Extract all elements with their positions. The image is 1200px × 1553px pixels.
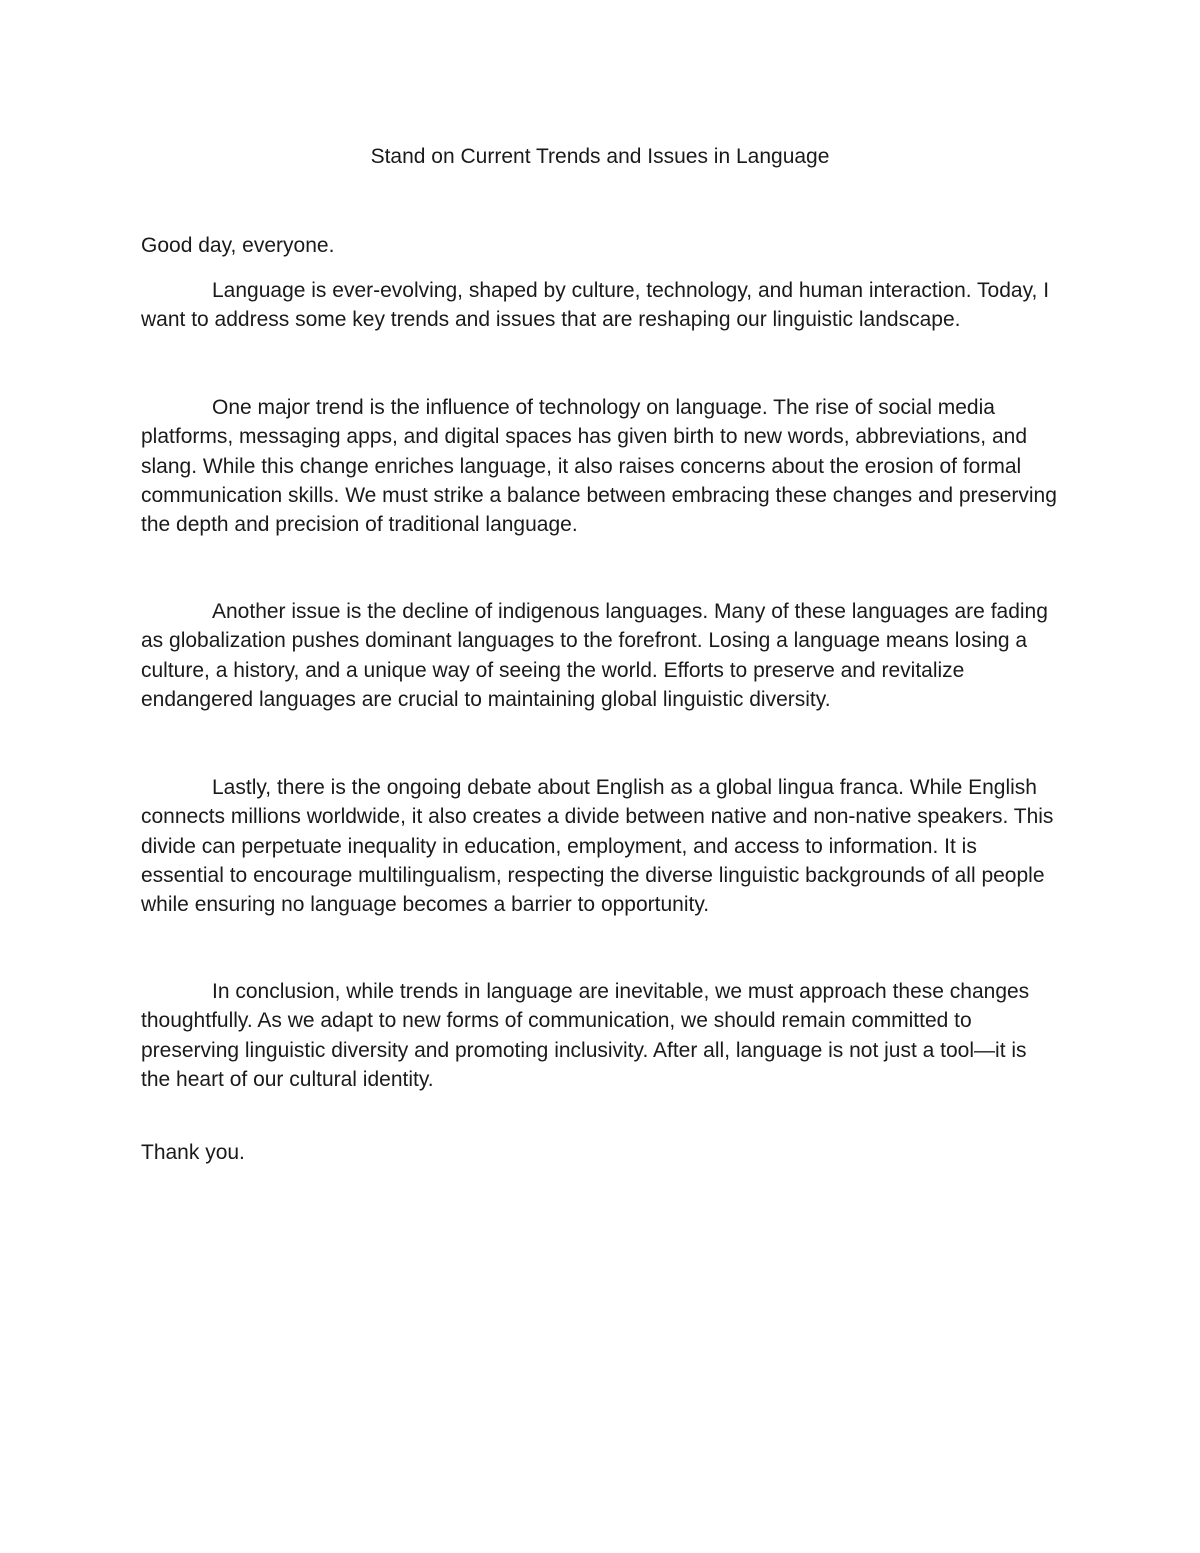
greeting: Good day, everyone. [141,234,335,257]
paragraph-indigenous-languages: Another issue is the decline of indigenous languages. Many of these languages are fading as globalization pushes dominant languages to the forefront. Losing a language means losing a culture, a history, and a unique way of seeing the world. Efforts to preserve and revitalize endangered languages are crucial to maintaining global linguistic diversity. [141,600,1048,711]
paragraph-conclusion: In conclusion, while trends in language are inevitable, we must approach these changes thoughtfully. As we adapt to new forms of communication, we should remain committed to preserving linguistic diversity and promoting inclusivity. After all, language is not just a tool—it is the heart of our cultural identity. [141,980,1030,1091]
paragraph-intro: Language is ever-evolving, shaped by culture, technology, and human interaction. Today, I want to address some key trends and issues that are reshaping our linguistic landscape. [141,279,1050,332]
document-title: Stand on Current Trends and Issues in Language [370,145,830,168]
paragraph-technology: One major trend is the influence of technology on language. The rise of social media platforms, messaging apps, and digital spaces has given birth to new words, abbreviations, and slang. While this change enriches language, it also raises concerns about the erosion of formal communication skills. We must strike a balance between embracing these changes and preserving the depth and precision of traditional language. [141,396,1057,537]
paragraph-english-lingua-franca: Lastly, there is the ongoing debate about English as a global lingua franca. While English connects millions worldwide, it also creates a divide between native and non-native speakers. This divide can perpetuate inequality in education, employment, and access to information. It is essential to encourage multilingualism, respecting the diverse linguistic backgrounds of all people while ensuring no language becomes a barrier to opportunity. [141,776,1054,917]
closing: Thank you. [141,1141,245,1164]
